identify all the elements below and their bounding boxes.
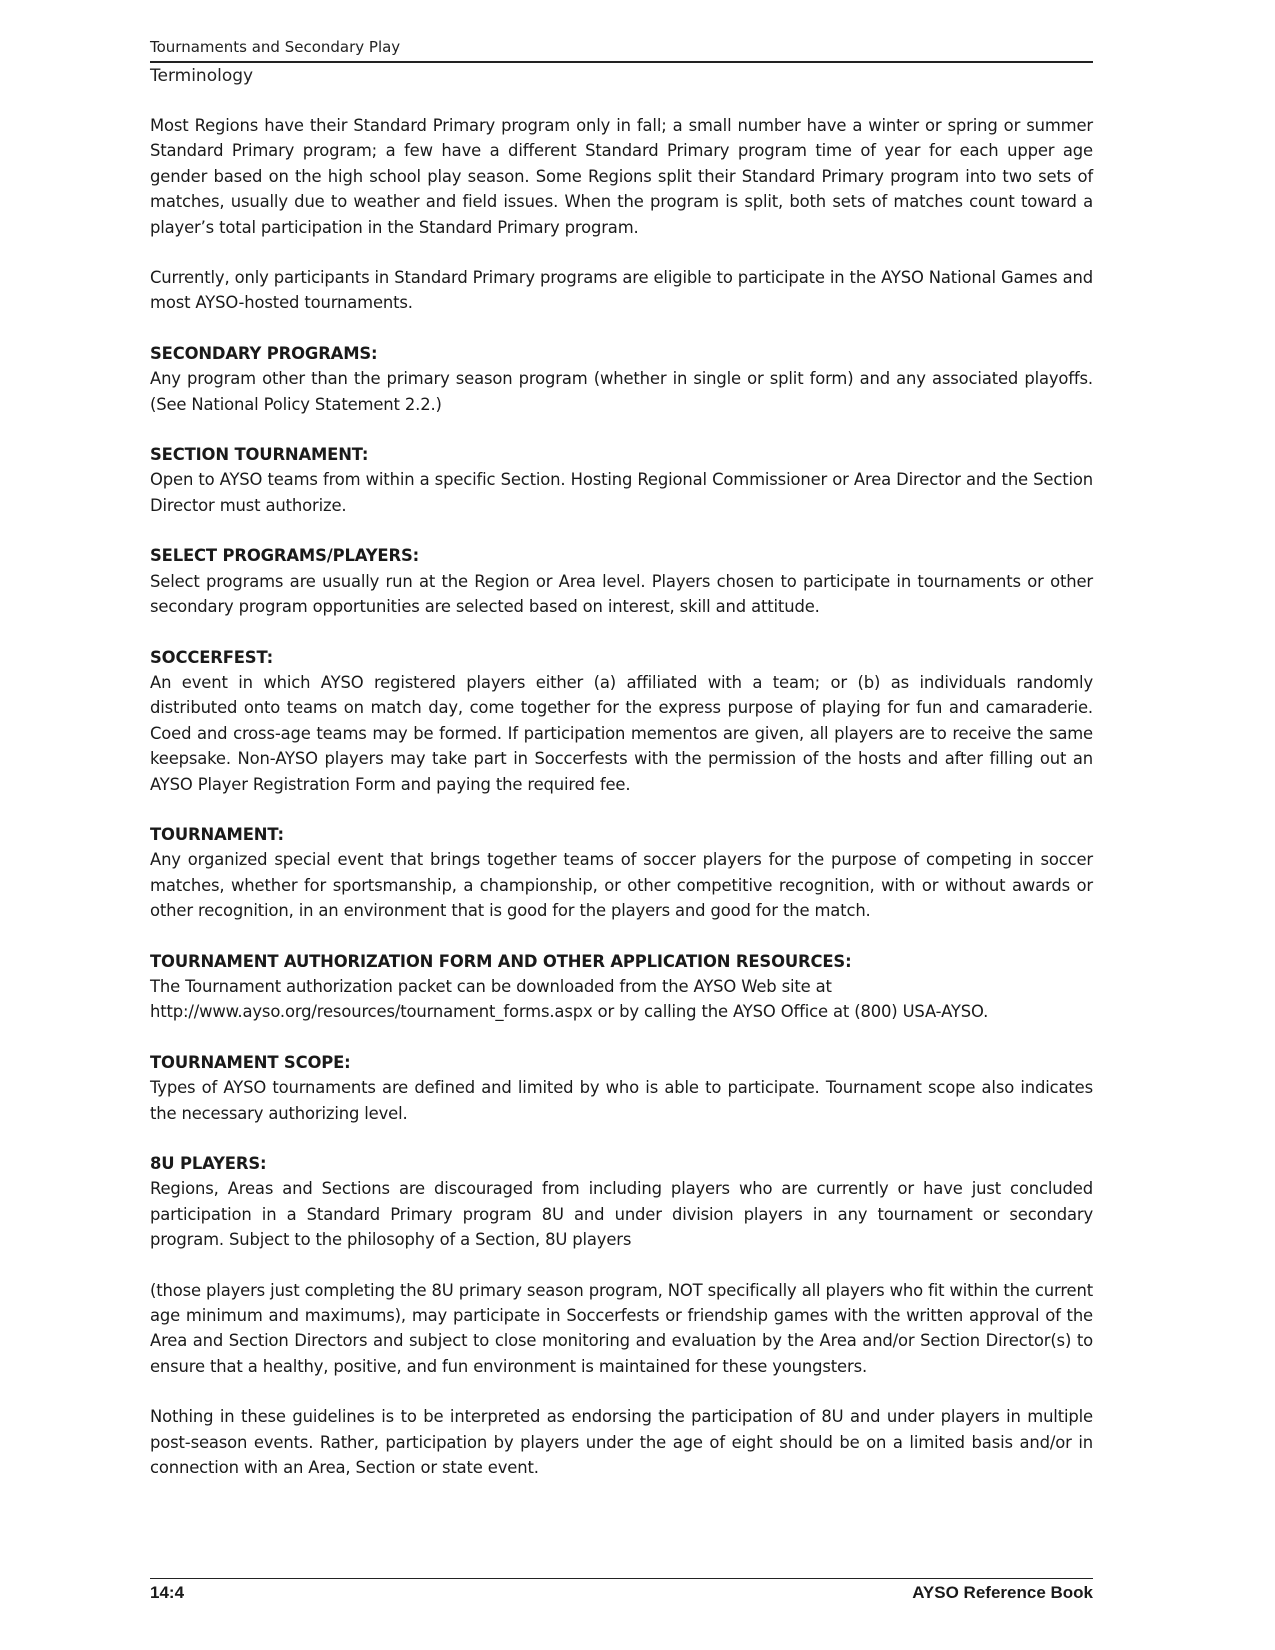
intro-paragraph: Most Regions have their Standard Primary program only in fall; a small number have a winter or spring or summer Standard Primary program; a few have a different Standard Primary program time of year for each upper age gender based on the high school play season. Some Regions split their Standard Primary program into two sets of matches, usually due to weather and field issues. When the program is split, both sets of matches count toward a player’s total participation in the Standard Primary program. xyxy=(150,116,1093,237)
term-tournament-scope: TOURNAMENT SCOPE: xyxy=(150,1052,351,1072)
page-footer xyxy=(150,1578,1093,1603)
running-header: Tournaments and Secondary Play xyxy=(150,38,1093,63)
term-select-programs: SELECT PROGRAMS/PLAYERS: xyxy=(150,546,420,566)
book-title: AYSO Reference Book xyxy=(912,1583,1093,1602)
definition-8u-players: Regions, Areas and Sections are discouraged from including players who are currently or have just concluded participation in a Standard Primary program 8U and under division players in any tournament or secondary program. Subject to the philosophy of a Section, 8U players xyxy=(150,1179,1093,1250)
definition-tournament-authorization: The Tournament authorization packet can be downloaded from the AYSO Web site at http://www.ayso.org/resources/tournament_forms.aspx or by calling the AYSO Office at (800) USA-AYSO. xyxy=(150,976,989,1022)
definition-tournament: Any organized special event that brings together teams of soccer players for the purpose of competing in soccer matches, whether for sportsmanship, a championship, or other competitive recognition, with or without awards or other recognition, in an environment that is good for the players and good for the match. xyxy=(150,850,1093,921)
term-tournament-authorization: TOURNAMENT AUTHORIZATION FORM AND OTHER APPLICATION RESOURCES: xyxy=(150,951,852,971)
definition-secondary-programs: Any program other than the primary season program (whether in single or split form) and any associated playoffs. (See National Policy Statement 2.2.) xyxy=(150,369,1093,414)
definition-soccerfest: An event in which AYSO registered players either (a) affiliated with a team; or (b) as individuals randomly distributed onto teams on match day, come together for the express purpose of playing for fun and camaraderie. Coed and cross-age teams may be formed. If participation mementos are given, all players are to receive the same keepsake. Non-AYSO players may take part in Soccerfests with the permission of the hosts and after filling out an AYSO Player Registration Form and paying the required fee. xyxy=(150,672,1093,794)
document-body xyxy=(150,113,1093,1505)
term-8u-players: 8U PLAYERS: xyxy=(150,1154,267,1173)
term-tournament: TOURNAMENT: xyxy=(150,824,284,844)
definition-tournament-scope: Types of AYSO tournaments are defined and limited by who is able to participate. Tournament scope also indicates the necessary authorizing level. xyxy=(150,1078,1093,1123)
term-secondary-programs: SECONDARY PROGRAMS: xyxy=(150,343,378,363)
page-number: 14:4 xyxy=(150,1583,185,1602)
closing-paragraph: Nothing in these guidelines is to be interpreted as endorsing the participation of 8U and under players in multiple post-season events. Rather, participation by players under the age of eight should be on a limited basis and/or in connection with an Area, Section or state event. xyxy=(150,1407,1093,1478)
definition-section-tournament: Open to AYSO teams from within a specific Section. Hosting Regional Commissioner or Area Director and the Section Director must authorize. xyxy=(150,470,1093,515)
closing-paragraph: (those players just completing the 8U primary season program, NOT specifically all players who fit within the current age minimum and maximums), may participate in Soccerfests or friendship games with the written approval of the Area and Section Directors and subject to close monitoring and evaluation by the Area and/or Section Director(s) to ensure that a healthy, positive, and fun environment is maintained for these youngsters. xyxy=(150,1280,1093,1376)
term-soccerfest: SOCCERFEST: xyxy=(150,647,274,667)
intro-paragraph: Currently, only participants in Standard Primary programs are eligible to participate in the AYSO National Games and most AYSO-hosted tournaments. xyxy=(150,268,1093,313)
document-page xyxy=(150,0,1093,1650)
term-section-tournament: SECTION TOURNAMENT: xyxy=(150,445,369,465)
definition-select-programs: Select programs are usually run at the Region or Area level. Players chosen to participate in tournaments or other secondary program opportunities are selected based on interest, skill and attitude. xyxy=(150,571,1093,617)
section-heading: Terminology xyxy=(150,66,254,86)
